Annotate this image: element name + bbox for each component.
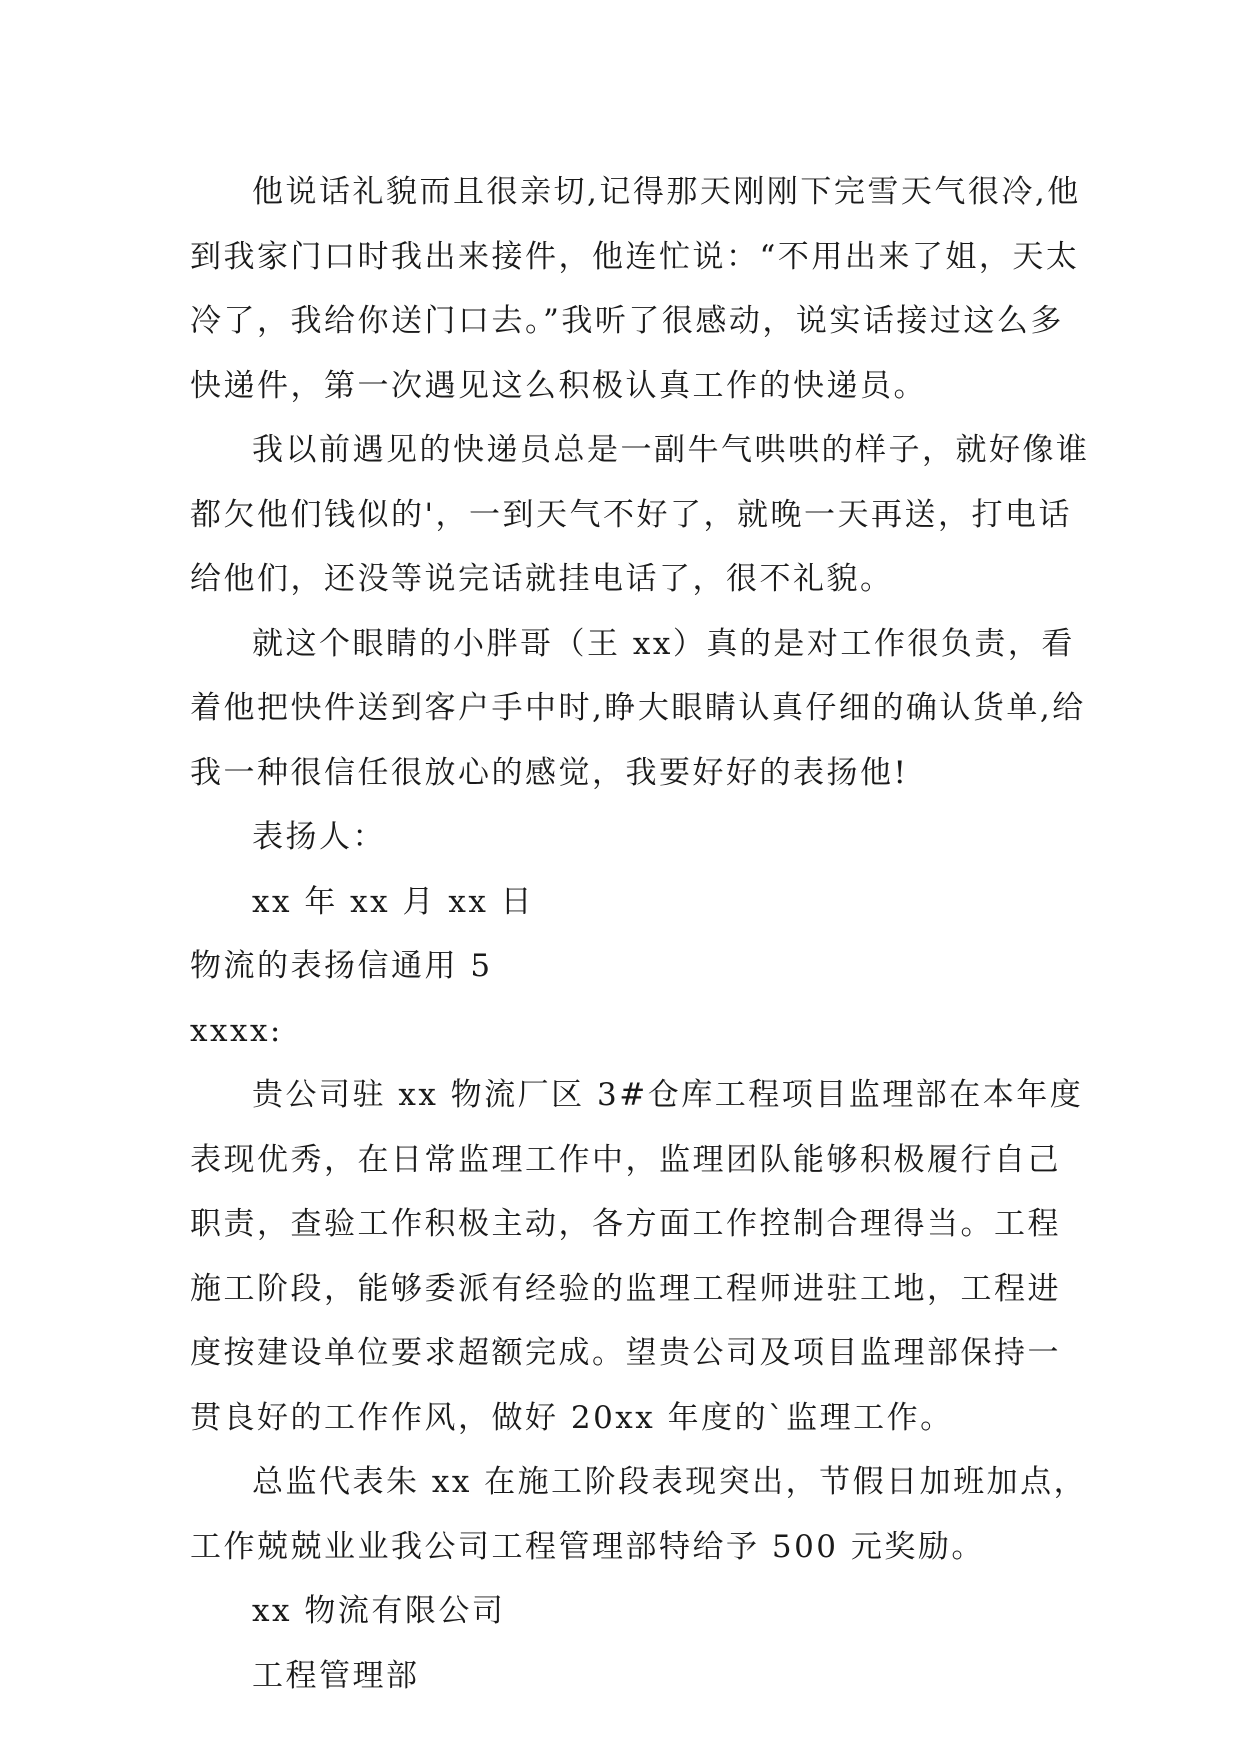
praiser-date: xx 年 xx 月 xx 日	[252, 883, 535, 920]
document-body	[190, 160, 1090, 1708]
section-title: 物流的表扬信通用 5	[190, 948, 493, 984]
paragraph-courier-responsible: 就这个眼睛的小胖哥（王 xx）真的是对工作很负责，看着他把快件送到客户手中时,睁大眼睛认真仔细的确认货单,给我一种很信任很放心的感觉，我要好好的表扬他!	[190, 625, 1086, 791]
salutation: xxxx:	[190, 1012, 283, 1049]
signature-department: 工程管理部	[252, 1657, 420, 1694]
paragraph-previous-couriers: 我以前遇见的快递员总是一副牛气哄哄的样子，就好像谁都欠他们钱似的'，一到天气不好了，就晚一天再送，打电话给他们，还没等说完话就挂电话了，很不礼貌。	[190, 432, 1090, 597]
praiser-signature: 表扬人：	[252, 819, 386, 855]
paragraph-supervision-praise: 贵公司驻 xx 物流厂区 3#仓库工程项目监理部在本年度表现优秀，在日常监理工作中，监理团队能够积极履行自己职责，查验工作积极主动，各方面工作控制合理得当。工程施工阶段，能够委派有经验的监理工程师进驻工地，工程进度按建设单位要求超额完成。望贵公司及项目监理部保持一贯良好的工作作风，做好 20xx 年度的`监理工作。	[190, 1077, 1084, 1436]
paragraph-courier-praise: 他说话礼貌而且很亲切,记得那天刚刚下完雪天气很冷,他到我家门口时我出来接件，他连忙说：“不用出来了姐，天太冷了，我给你送门口去。”我听了很感动，说实话接过这么多快递件，第一次遇见这么积极认真工作的快递员。	[190, 174, 1081, 404]
signature-company: xx 物流有限公司	[252, 1593, 506, 1629]
paragraph-award: 总监代表朱 xx 在施工阶段表现突出，节假日加班加点，工作兢兢业业我公司工程管理部特给予 500 元奖励。	[190, 1464, 1088, 1565]
